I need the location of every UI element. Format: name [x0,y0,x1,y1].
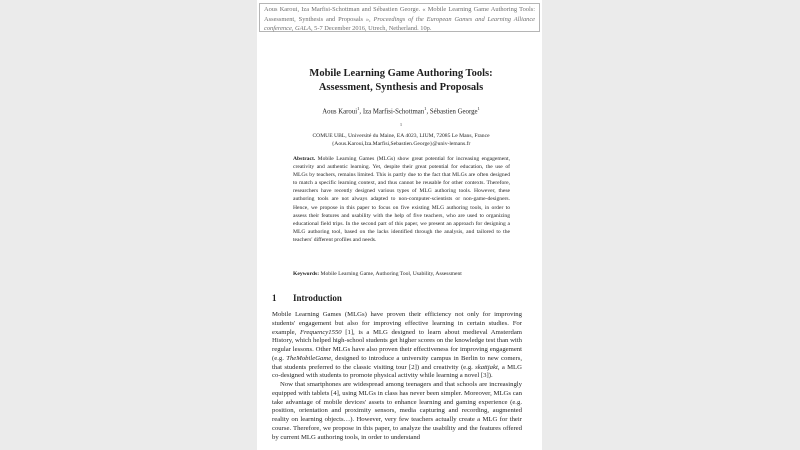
author-list: Aous Karoui$^1$, Iza Marfisi-Schottman$^1$, Sébastien George$^1$ [322,106,480,116]
keywords-text: Mobile Learning Game, Authoring Tool, Usability, Assessment [320,271,462,277]
paragraph-text: [1], is a MLG designed to learn about medieval Amsterdam History, which helped high-school students get higher scores on the knowledge test than with regular lessons. Other MLGs have also proven their effectiveness for improving engagement (e.g. [272,328,523,362]
paper-title [290,67,512,95]
paragraph-text: , designed to introduce a university campus in Berlin to new comers, that students preferred to the classic visiting tour [2]) and creativity (e.g. [272,354,522,371]
body-text [272,311,522,442]
paragraph-text: , a MLG co-designed with students to promote physical activity while learning a novel [3]). [272,363,522,380]
section-number: 1 [272,293,277,303]
abstract-text: Mobile Learning Games (MLGs) show great potential for increasing engagement, creativity and authentic learning. Yet, despite their great potential for education, the use of MLGs by teachers, remains limited. This is partly due to the fact that MLGs are often designed to match a specific learning context, and thus cannot be reusable for other contexts. Therefore, researchers have recently designed various types of MLG authoring tools. However, these authoring tools are not always adapted to non-computer-scientists or non-game-designers. Hence, we propose in this paper to focus on five existing MLG authoring tools, in order to assess their features and usability with the help of five teachers, who are used to organizing educational field trips. In the second part of this paper, we present an approach for designing a MLG authoring tool, based on the lacks identified through the analysis, and tailored to the teachers' different profiles and needs. [293,156,510,243]
paragraph-text: Now that smartphones are widespread among teenagers and that schools are increasingly equipped with tablets [4], using MLGs in class has never been simpler. Moreover, MLGs can take advantage of mobile devices' assets to enhance learning and gaming experience (e.g. position, orientation and proximity sensors, media capturing and recording, augmented reality on learning objects…). However, very few teachers actually create a MLG for their course. Therefore, we propose in this paper, to analyze the usability and the features offered by current MLG authoring tools, in order to understand [272,381,522,441]
author-affiliation-mark: 1 [477,106,480,111]
paragraph [272,311,522,381]
keywords-label: Keywords: [293,271,320,277]
keywords [293,270,510,278]
author-name: Aous Karoui [322,108,358,116]
paragraph [272,381,522,442]
affiliation-emails: {Aous.Karoui,Iza.Marfisi,Sebastien.George}@univ-lemans.fr [331,140,471,147]
section-title: Introduction [293,293,342,303]
abstract [293,155,510,244]
section-heading [272,292,522,304]
author-affiliation-mark: 1 [424,106,427,111]
affiliation-address [270,121,532,140]
game-name: skattjakt [475,363,498,371]
citation-venue: Proceedings of the European Games and Learning Alliance conference, GALA [264,15,536,33]
paper-title-line-2: Assessment, Synthesis and Proposals [318,82,484,93]
paper-title-line-1: Mobile Learning Game Authoring Tools: [309,68,493,79]
citation-text: Aous Karoui, Iza Marfisi-Schottman and Sébastien George. « Mobile Learning Game Authoring Tools: Assessment, Synthesis and Proposals », [264,6,535,23]
abstract-label: Abstract. [293,156,316,162]
affiliation-mark: 1 [400,122,402,127]
author-name: Iza Marfisi-Schottman [362,108,425,116]
author-name: Sébastien George [429,108,478,116]
game-name: Frequency1550 [299,328,342,336]
affiliation [270,121,532,148]
citation-header [259,3,540,32]
game-name: TheMobileGame [286,354,332,362]
citation-details: , 5-7 December 2016, Utrech, Netherland. 10p. [310,25,432,33]
author-affiliation-mark: 1 [357,106,360,111]
paragraph-text: Mobile Learning Games (MLGs) have proven their efficiency not only for improving students' engagement but also for improving effective learning in certain studies. For example, [272,311,522,336]
affiliation-address-text: COMUE UBL, Université du Maine, EA 4023, LIUM, 72085 Le Mans, France [312,132,490,139]
